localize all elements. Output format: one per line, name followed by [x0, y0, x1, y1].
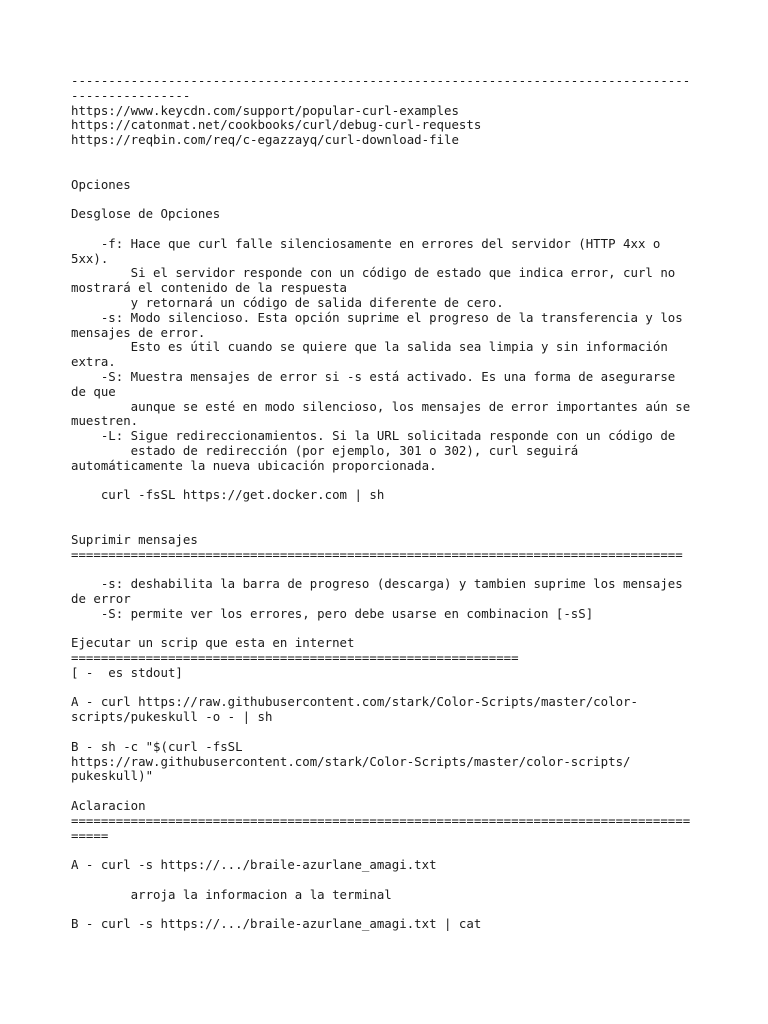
text-line: -S: permite ver los errores, pero debe usarse en combinacion [-sS]	[71, 605, 594, 621]
blank-line	[71, 903, 711, 918]
text-line: Desglose de Opciones	[71, 206, 221, 222]
separator-line: ===================================================================================	[71, 812, 691, 828]
text-line: -s: Modo silencioso. Esta opción suprime el progreso de la transferencia y los	[71, 309, 683, 325]
document-text	[71, 74, 711, 932]
text-line: B - sh -c "$(curl -fsSL	[71, 738, 243, 754]
text-line: Ejecutar un scrip que esta en internet	[71, 635, 355, 651]
text-line: mensajes de error.	[71, 324, 206, 340]
text-line: https://raw.githubusercontent.com/stark/Color-Scripts/master/color-scripts/	[71, 753, 631, 769]
text-line: scripts/pukeskull -o - | sh	[71, 709, 273, 725]
text-line: curl -fsSL https://get.docker.com | sh	[71, 487, 385, 503]
blank-line	[71, 784, 711, 799]
blank-line	[71, 222, 711, 237]
text-line: Suprimir mensajes	[71, 531, 198, 547]
text-line: Opciones	[71, 176, 131, 192]
text-line: -S: Muestra mensajes de error si -s está activado. Es una forma de asegurarse	[71, 368, 676, 384]
text-line: aunque se esté en modo silencioso, los mensajes de error importantes aún se	[71, 398, 691, 414]
text-line: 5xx).	[71, 250, 109, 266]
text-line: -L: Sigue redireccionamientos. Si la URL solicitada responde con un código de	[71, 428, 676, 444]
blank-line	[71, 163, 711, 178]
text-line: A - curl -s https://.../braile-azurlane_amagi.txt	[71, 857, 437, 873]
text-line: mostrará el contenido de la respuesta	[71, 280, 348, 296]
text-line: Esto es útil cuando se quiere que la salida sea limpia y sin información	[71, 339, 668, 355]
blank-line	[71, 873, 711, 888]
blank-line	[71, 843, 711, 858]
text-line: B - curl -s https://.../braile-azurlane_amagi.txt | cat	[71, 916, 482, 932]
text-line: https://catonmat.net/cookbooks/curl/debug-curl-requests	[71, 117, 482, 133]
text-line: extra.	[71, 354, 116, 370]
text-line: pukeskull)"	[71, 768, 154, 784]
blank-line	[71, 518, 711, 533]
text-line: [ - es stdout]	[71, 664, 183, 680]
blank-line	[71, 681, 711, 696]
text-line: https://www.keycdn.com/support/popular-curl-examples	[71, 102, 459, 118]
text-line: de error	[71, 590, 131, 606]
separator-line: -----------------------------------------------------------------------------------	[71, 73, 691, 88]
blank-line	[71, 621, 711, 636]
blank-line	[71, 562, 711, 577]
blank-line	[71, 725, 711, 740]
text-line: Si el servidor responde con un código de estado que indica error, curl no	[71, 265, 676, 281]
separator-line: ----------------	[71, 87, 191, 103]
text-line: de que	[71, 383, 116, 399]
text-line: A - curl https://raw.githubusercontent.com/stark/Color-Scripts/master/color-	[71, 694, 638, 710]
blank-line	[71, 474, 711, 489]
text-line: -s: deshabilita la barra de progreso (descarga) y tambien suprime los mensajes	[71, 576, 683, 592]
text-line: https://reqbin.com/req/c-egazzayq/curl-download-file	[71, 132, 459, 148]
blank-line	[71, 148, 711, 163]
text-line: estado de redirección (por ejemplo, 301 o 302), curl seguirá	[71, 442, 579, 458]
blank-line	[71, 503, 711, 518]
blank-line	[71, 192, 711, 207]
separator-line: ============================================================	[71, 650, 519, 666]
text-line: arroja la informacion a la terminal	[71, 886, 392, 902]
separator-line: =====	[71, 827, 109, 843]
separator-line: ==================================================================================	[71, 546, 683, 562]
text-line: Aclaracion	[71, 798, 146, 814]
text-line: muestren.	[71, 413, 139, 429]
text-line: automáticamente la nueva ubicación proporcionada.	[71, 457, 437, 473]
text-line: -f: Hace que curl falle silenciosamente en errores del servidor (HTTP 4xx o	[71, 235, 661, 251]
text-line: y retornará un código de salida diferente de cero.	[71, 294, 504, 310]
